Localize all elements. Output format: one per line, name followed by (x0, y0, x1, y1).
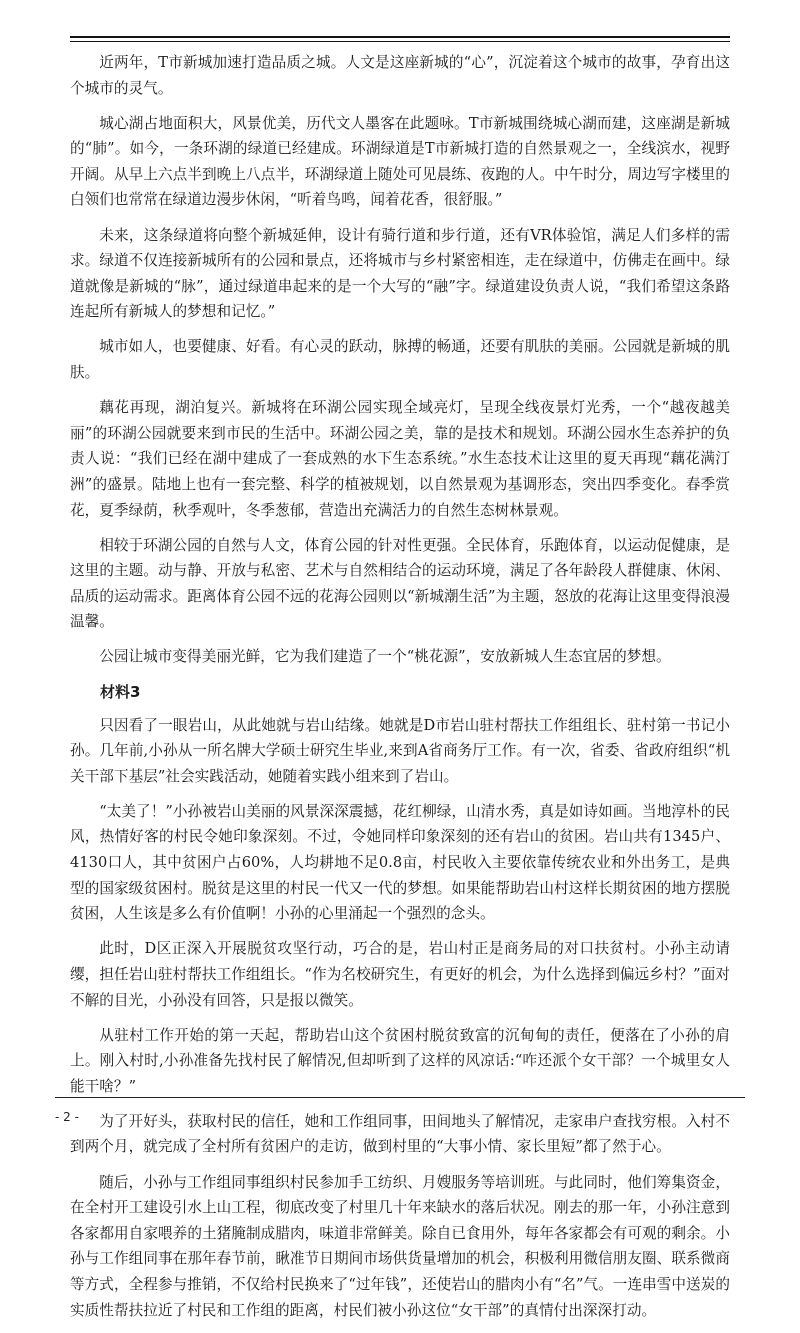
section-heading: 材料3 (100, 682, 141, 701)
paragraph: “太美了！”小孙被岩山美丽的风景深深震撼，花红柳绿，山清水秀，真是如诗如画。当地淳朴的民风，热情好客的村民令她印象深刻。不过，令她同样印象深刻的还有岩山的贫困。岩山共有1345户、4130口人，其中贫困户占60%，人均耕地不足0.8亩，村民收入主要依靠传统农业和外出务工，是典型的国家级贫困村。脱贫是这里的村民一代又一代的梦想。如果能帮助岩山村这样长期贫困的地方摆脱贫困，人生该是多么有价值啊！小孙的心里涌起一个强烈的念头。 (70, 802, 730, 923)
paragraph: 此时，D区正深入开展脱贫攻坚行动，巧合的是，岩山村正是商务局的对口扶贫村。小孙主动请缨，担任岩山驻村帮扶工作组组长。“作为名校研究生，有更好的机会，为什么选择到偏远乡村？”面对不解的目光，小孙没有回答，只是报以微笑。 (70, 940, 730, 1009)
page-number: - 2 - (55, 1110, 79, 1124)
paragraph: 从驻村工作开始的第一天起，帮助岩山这个贫困村脱贫致富的沉甸甸的责任，便落在了小孙的肩上。刚入村时,小孙准备先找村民了解情况,但却听到了这样的风凉话:“咋还派个女干部？一个城里女人能干啥？” (70, 1026, 730, 1095)
header-rule-thin (70, 41, 730, 42)
paragraph: 藕花再现，湖泊复兴。新城将在环湖公园实现全域亮灯，呈现全线夜景灯光秀，一个“越夜越美丽”的环湖公园就要来到市民的生活中。环湖公园之美，靠的是技术和规划。环湖公园水生态养护的负责人说：“我们已经在湖中建成了一套成熟的水下生态系统。”水生态技术让这里的夏天再现“藕花满汀洲”的盛景。陆地上也有一套完整、科学的植被规划，以自然景观为基调形态，突出四季变化。春季赏花，夏季绿荫，秋季观叶，冬季葱郁，营造出充满活力的自然生态树林景观。 (70, 399, 730, 519)
footer-rule (55, 1097, 745, 1098)
header-rule-thick (70, 36, 730, 38)
paragraph: 随后，小孙与工作组同事组织村民参加手工纺织、月嫂服务等培训班。与此同时，他们筹集资金，在全村开工建设引水上山工程，彻底改变了村里几十年来缺水的落后状况。刚去的那一年，小孙注意到各家都用自家喂养的土猪腌制成腊肉，味道非常鲜美。除自已食用外，每年各家都会有可观的剩余。小孙与工作组同事在那年春节前，瞅准节日期间市场供货量增加的机会，积极利用微信朋友圈、联系微商等方式，全程参与推销，不仅给村民换来了“过年钱”，还使岩山的腊肉小有“名”气。一连串雪中送炭的实质性帮扶拉近了村民和工作组的距离，村民们被小孙这位“女干部”的真情付出深深打动。 (70, 1173, 730, 1319)
paragraph: 近两年，T市新城加速打造品质之城。人文是这座新城的“心”，沉淀着这个城市的故事，孕育出这个城市的灵气。 (70, 54, 730, 97)
paragraph: 相较于环湖公园的自然与人文，体育公园的针对性更强。全民体育，乐跑体育，以运动促健康，是这里的主题。动与静、开放与私密、艺术与自然相结合的运动环境，满足了各年龄段人群健康、休闲、品质的运动需求。距离体育公园不远的花海公园则以“新城潮生活”为主题，怒放的花海让这里变得浪漫温馨。 (70, 536, 730, 631)
paragraph: 城心湖占地面积大，风景优美，历代文人墨客在此题咏。T市新城围绕城心湖而建，这座湖是新城的“肺”。如今，一条环湖的绿道已经建成。环湖绿道是T市新城打造的自然景观之一，全线滨水，视野开阔。从早上六点半到晚上八点半，环湖绿道上随处可见晨练、夜跑的人。中午时分，周边写字楼里的白领们也常常在绿道边漫步休闲，“听着鸟鸣，闻着花香，很舒服。” (70, 114, 730, 209)
paragraph: 为了开好头，获取村民的信任，她和工作组同事，田间地头了解情况，走家串户查找穷根。入村不到两个月，就完成了全村所有贫困户的走访，做到村里的“大事小情、家长里短”都了然于心。 (70, 1112, 730, 1156)
document-body (70, 50, 730, 1333)
paragraph: 公园让城市变得美丽光鲜，它为我们建造了一个“桃花源”，安放新城人生态宜居的梦想。 (99, 648, 671, 666)
paragraph: 城市如人，也要健康、好看。有心灵的跃动，脉搏的畅通，还要有肌肤的美丽。公园就是新城的肌肤。 (70, 338, 730, 382)
paragraph: 未来，这条绿道将向整个新城延伸，设计有骑行道和步行道，还有VR体验馆，满足人们多样的需求。绿道不仅连接新城所有的公园和景点，还将城市与乡村紧密相连，走在绿道中，仿佛走在画中。绿道就像是新城的“脉”，通过绿道串起来的是一个大写的“融”字。绿道建设负责人说，“我们希望这条路连起所有新城人的梦想和记忆。” (70, 226, 730, 321)
paragraph: 只因看了一眼岩山，从此她就与岩山结缘。她就是D市岩山驻村帮扶工作组组长、驻村第一书记小孙。几年前,小孙从一所名牌大学硕士研究生毕业,来到A省商务厅工作。有一次，省委、省政府组织“机关干部下基层”社会实践活动，她随着实践小组来到了岩山。 (70, 716, 730, 785)
